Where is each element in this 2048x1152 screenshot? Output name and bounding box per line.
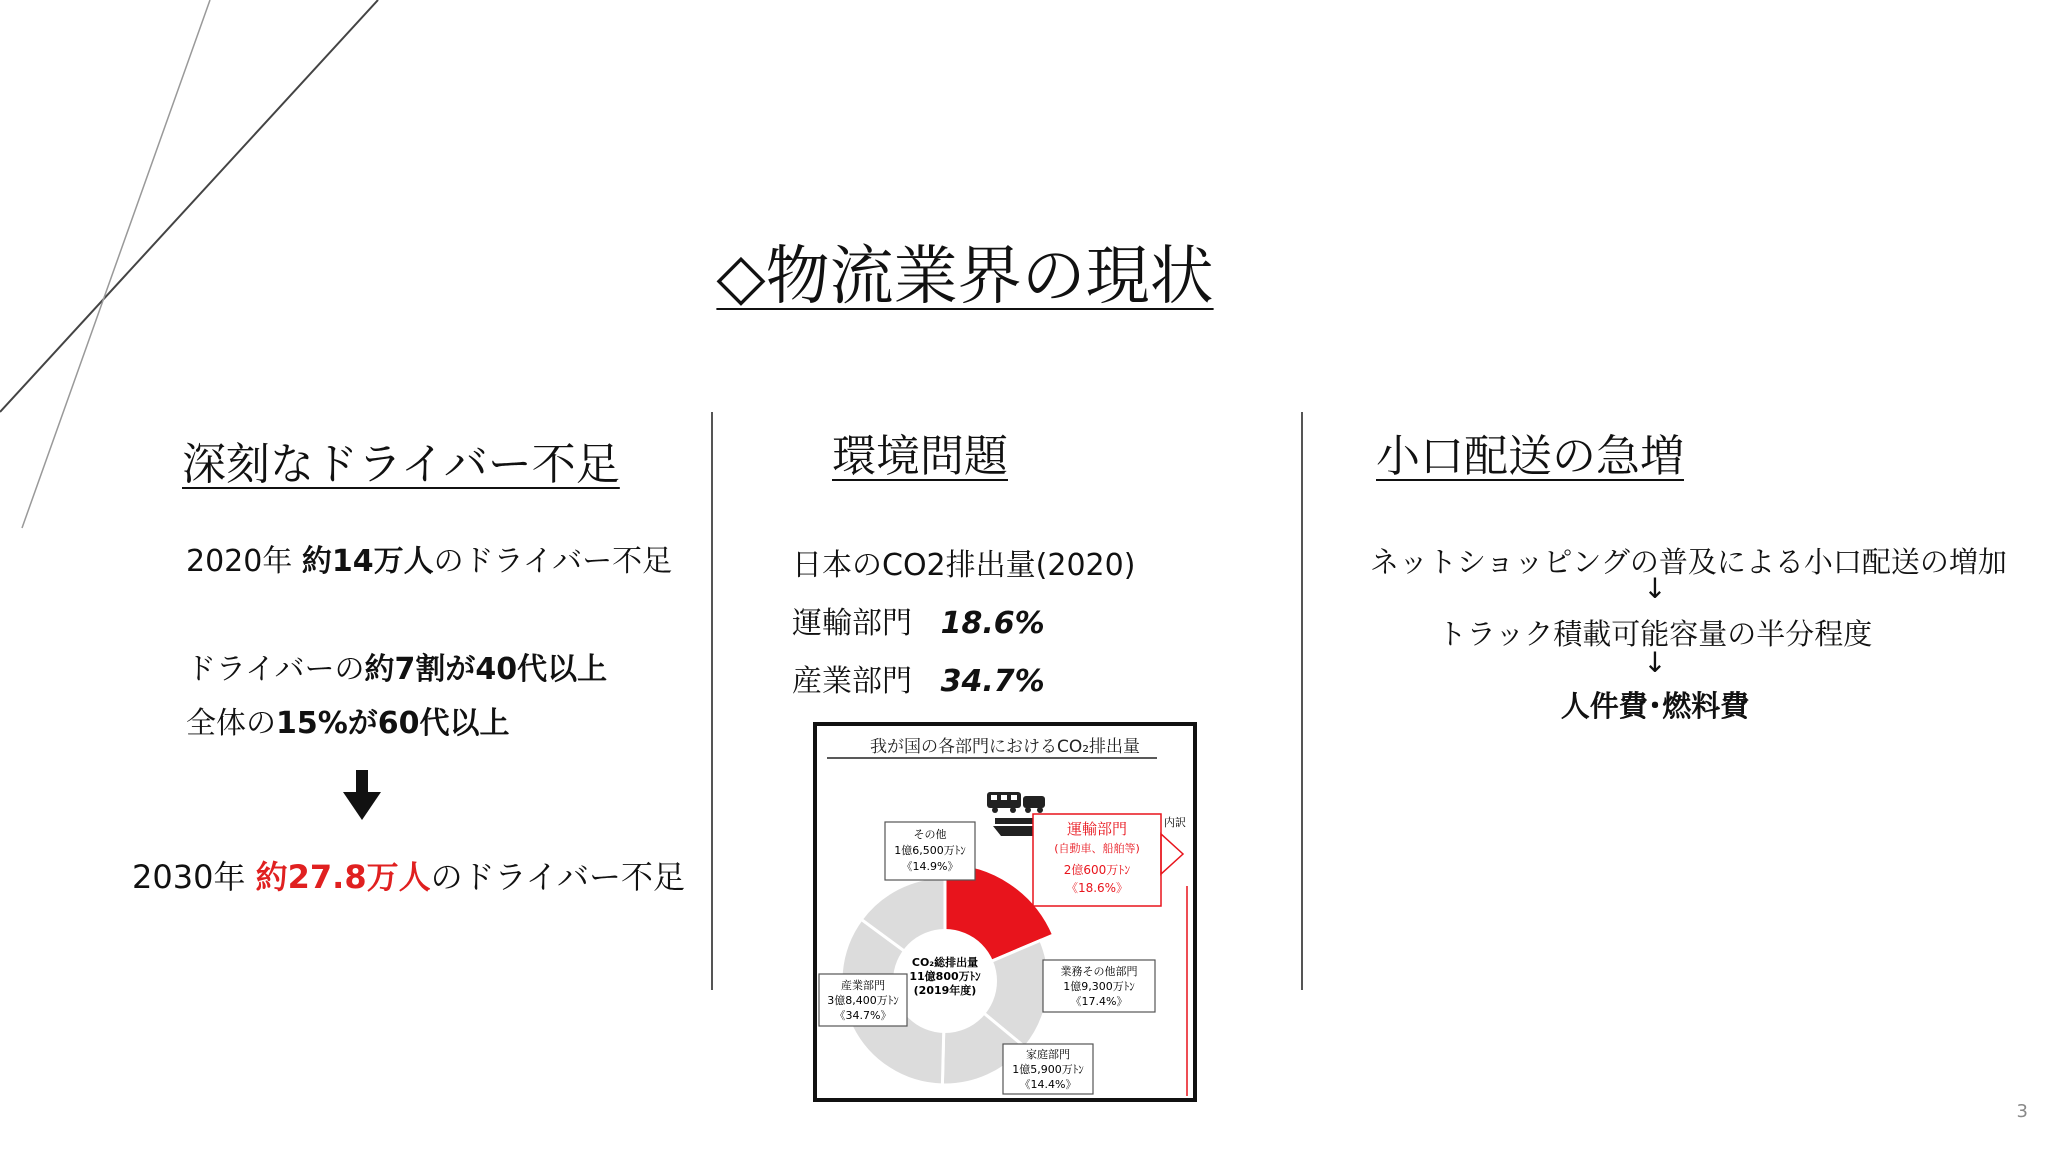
heading-driver-shortage: 深刻なドライバー不足: [182, 439, 620, 490]
callout-transport: [1033, 814, 1161, 906]
breakdown-arrow-icon: [1161, 834, 1183, 874]
business-name: 業務その他部門: [1060, 965, 1138, 978]
center-label-1: CO₂総排出量: [911, 956, 979, 969]
left-line-2030: 2030年 約27.8万人のドライバー不足: [132, 858, 685, 896]
right-line-costs: 人件費･燃料費: [1560, 689, 1750, 723]
column-divider-2: [1301, 412, 1303, 990]
figure-title: 我が国の各部門におけるCO₂排出量: [869, 737, 1141, 757]
other-name: その他: [913, 828, 947, 841]
callout-industry: [819, 974, 907, 1026]
industry-amount: 3億8,400万ﾄﾝ: [827, 994, 899, 1007]
co2-figure: [813, 722, 1197, 1102]
transport-name: 運輸部門: [1066, 820, 1128, 838]
household-pct: 《14.4%》: [1019, 1078, 1077, 1091]
right-line-truck-capacity: トラック積載可能容量の半分程度: [1437, 617, 1873, 651]
transport-sub: (自動車、船舶等): [1054, 842, 1140, 855]
business-pct: 《17.4%》: [1070, 995, 1128, 1008]
right-arrow-1: ↓: [1643, 572, 1667, 605]
transport-amount: 2億600万ﾄﾝ: [1063, 863, 1131, 877]
right-line-online-shopping: ネットショッピングの普及による小口配送の増加: [1370, 545, 2007, 579]
callout-business: [1043, 960, 1155, 1012]
other-pct: 《14.9%》: [901, 860, 959, 873]
middle-line-industry: 産業部門 34.7%: [792, 664, 1045, 699]
callout-household: [1003, 1044, 1093, 1094]
heading-environment: 環境問題: [832, 431, 1008, 482]
callout-other: [885, 822, 975, 880]
center-label-3: (2019年度): [913, 984, 977, 997]
business-amount: 1億9,300万ﾄﾝ: [1063, 980, 1135, 993]
left-line-age60: 全体の15%が60代以上: [186, 706, 510, 741]
left-line-age40: ドライバーの約7割が40代以上: [186, 652, 608, 687]
middle-line-transport: 運輸部門 18.6%: [792, 606, 1045, 641]
household-name: 家庭部門: [1026, 1048, 1070, 1061]
industry-name: 産業部門: [841, 979, 885, 992]
slide-title: ◇物流業界の現状: [716, 240, 1214, 314]
middle-line-co2: 日本のCO2排出量(2020): [792, 548, 1136, 583]
household-amount: 1億5,900万ﾄﾝ: [1012, 1063, 1084, 1076]
transport-pct: 《18.6%》: [1065, 881, 1129, 895]
co2-donut-chart: [817, 726, 1193, 1098]
other-amount: 1億6,500万ﾄﾝ: [894, 844, 966, 857]
left-line-2020: 2020年 約14万人のドライバー不足: [186, 544, 673, 579]
column-divider-1: [711, 412, 713, 990]
center-label-2: 11億800万ﾄﾝ: [909, 970, 981, 983]
right-arrow-2: ↓: [1643, 646, 1667, 679]
breakdown-label: 内訳: [1164, 816, 1186, 829]
down-arrow-icon: [341, 770, 383, 822]
page-number: 3: [2016, 1101, 2028, 1122]
industry-pct: 《34.7%》: [834, 1009, 892, 1022]
heading-small-delivery: 小口配送の急増: [1376, 431, 1684, 482]
